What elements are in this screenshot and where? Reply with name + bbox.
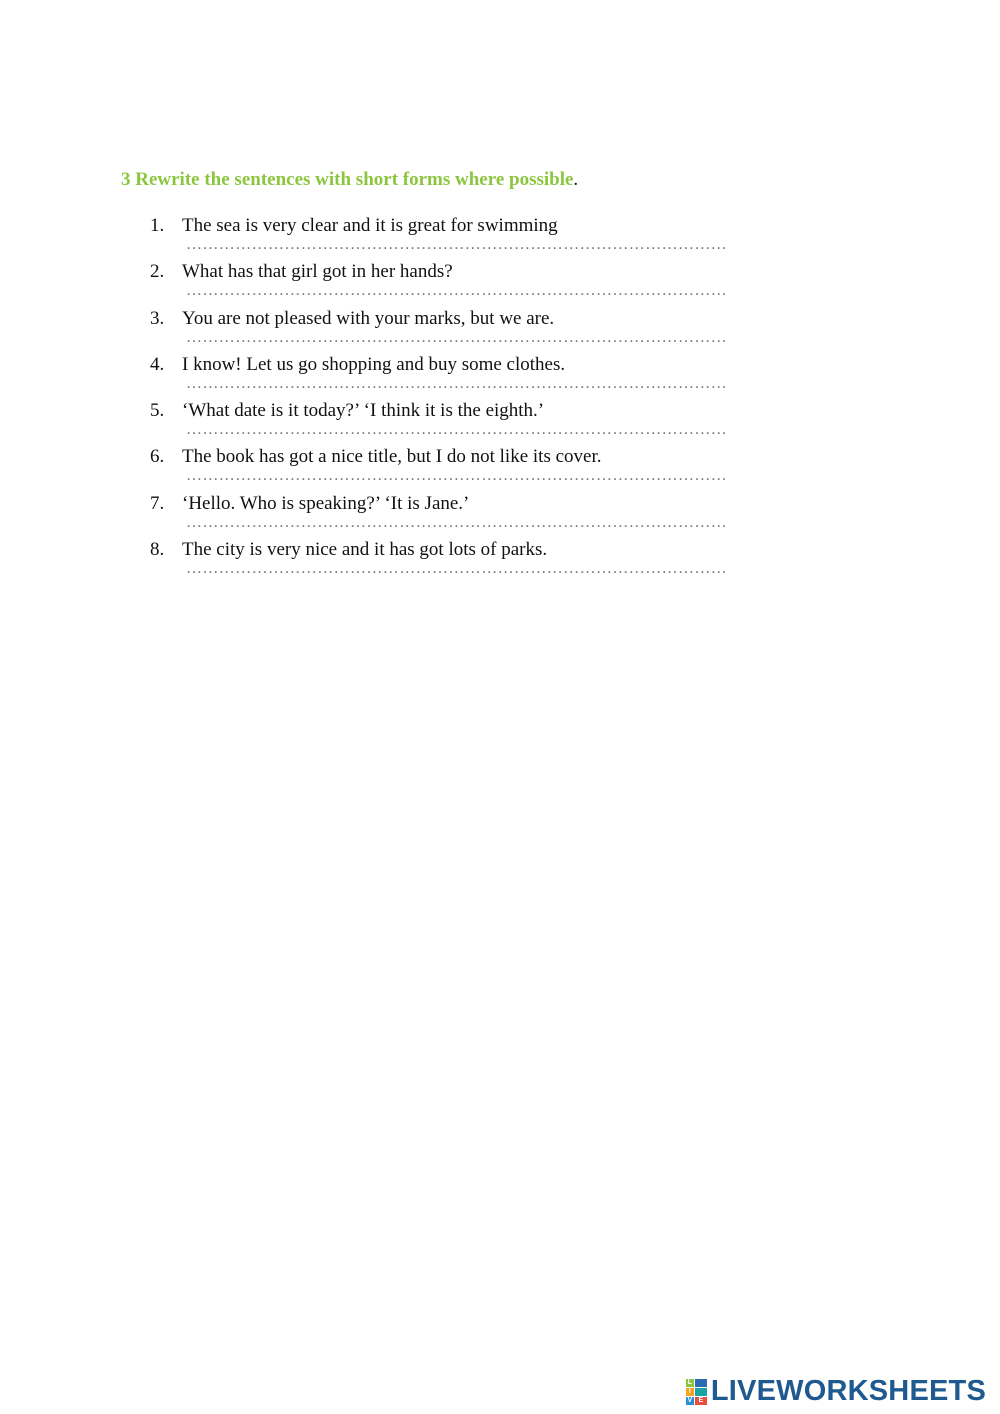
item-number: 2. [150,261,165,283]
exercise-instruction [121,168,578,192]
exercise-item-3 [150,307,840,353]
exercise-item-2 [150,260,840,306]
logo-letter-i: I [686,1388,694,1396]
item-sentence: The book has got a nice title, but I do not like its cover. [182,446,602,468]
answer-input-8[interactable] [186,557,826,581]
item-number: 4. [150,353,165,375]
exercise-item-7 [150,492,840,538]
item-sentence: You are not pleased with your marks, but we are. [182,307,555,329]
item-number: 8. [150,539,165,561]
item-sentence: What has that girl got in her hands? [182,261,453,283]
answer-input-1[interactable] [186,233,826,257]
logo-bar [695,1388,707,1396]
instruction-text: 3 Rewrite the sentences with short forms where possible [121,169,574,190]
exercise-item-1 [150,214,840,260]
brand-name: LIVEWORKSHEETS [710,1375,986,1407]
answer-input-7[interactable] [186,511,826,535]
exercise-item-4 [150,353,840,399]
logo-letter-e: E [695,1397,707,1405]
exercise-item-8 [150,538,840,584]
answer-input-6[interactable] [186,464,826,488]
item-sentence: The city is very nice and it has got lots of parks. [182,539,548,561]
logo-letter-v: V [687,1397,693,1404]
item-sentence: I know! Let us go shopping and buy some clothes. [182,353,566,375]
liveworksheets-logo-icon [686,1379,708,1403]
item-sentence: ‘What date is it today?’ ‘I think it is the eighth.’ [182,400,545,422]
item-number: 3. [150,307,165,329]
liveworksheets-logo [686,1376,986,1406]
item-number: 6. [150,446,165,468]
item-number: 7. [150,492,165,514]
item-number: 1. [150,215,165,236]
answer-input-3[interactable] [186,326,826,350]
exercise-item-6 [150,445,840,491]
instruction-period: . [573,169,579,190]
item-sentence: ‘Hello. Who is speaking?’ ‘It is Jane.’ [182,492,470,514]
exercise-list [150,214,840,584]
item-number: 5. [150,400,165,422]
item-sentence: The sea is very clear and it is great for swimming [182,215,558,236]
answer-input-5[interactable] [186,418,826,442]
answer-input-4[interactable] [186,372,826,396]
exercise-item-5 [150,399,840,445]
logo-letter-l: L [687,1379,693,1386]
answer-input-2[interactable] [186,279,826,303]
logo-bar [695,1379,707,1387]
